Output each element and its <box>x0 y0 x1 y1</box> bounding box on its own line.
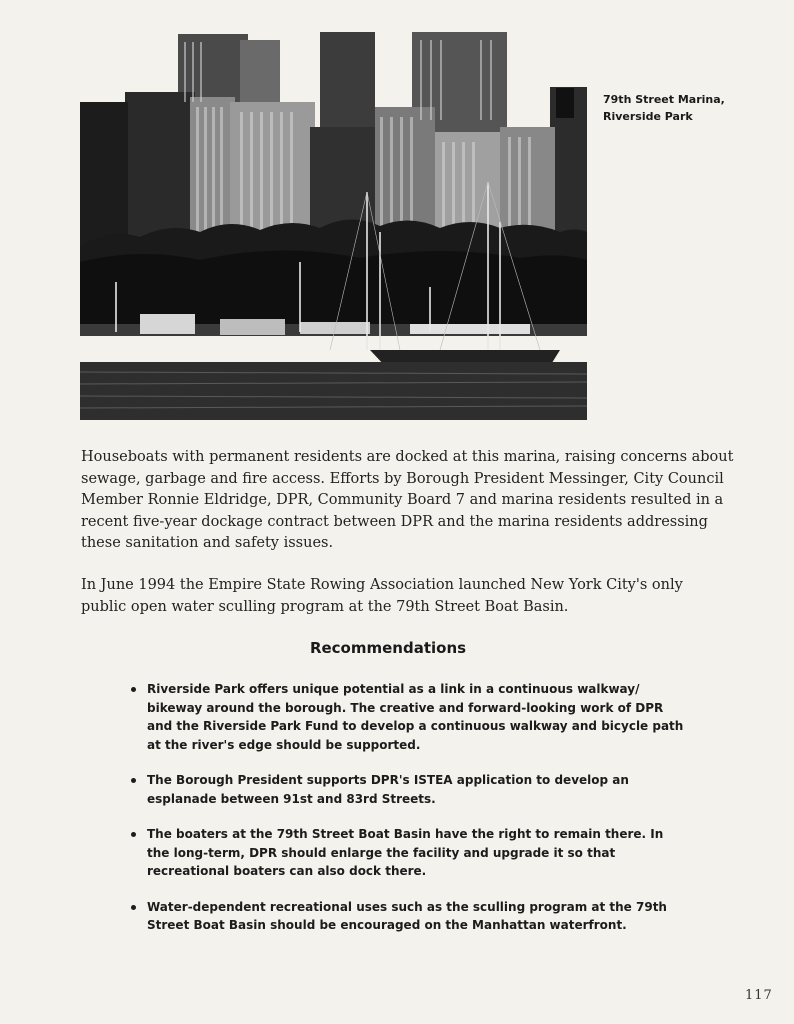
list-item-line: at the river's edge should be supported. <box>147 737 421 752</box>
list-item-line: and the Riverside Park Fund to develop a continuous walkway and bicycle path <box>147 719 684 733</box>
photo-caption <box>603 91 783 125</box>
paragraph-line: these sanitation and safety issues. <box>81 535 334 551</box>
list-item <box>130 771 710 808</box>
paragraph-line: Houseboats with permanent residents are docked at this marina, raising concerns about <box>81 449 734 465</box>
list-item-line: The boaters at the 79th Street Boat Basin have the right to remain there. In <box>147 827 664 841</box>
list-item-line: esplanade between 91st and 83rd Streets. <box>147 791 436 806</box>
paragraph-line: sewage, garbage and fire access. Efforts by Borough President Messinger, City Council <box>81 470 724 487</box>
list-item-line: Water-dependent recreational uses such as the sculling program at the 79th <box>147 899 667 914</box>
paragraph-houseboats <box>81 447 734 555</box>
list-item-line: bikeway around the borough. The creative and forward-looking work of DPR <box>147 700 664 715</box>
recommendations-heading: Recommendations <box>309 639 467 657</box>
list-item-line: The Borough President supports DPR's ISTEA application to develop an <box>147 773 629 787</box>
page-number: 117 <box>745 988 773 1003</box>
caption-line: 79th Street Marina, <box>603 93 725 106</box>
list-item <box>130 680 710 754</box>
bullet-icon <box>131 905 136 910</box>
bullet-icon <box>131 778 136 783</box>
list-item-line: Riverside Park offers unique potential as a link in a continuous walkway/ <box>147 682 640 696</box>
list-item <box>130 898 710 935</box>
list-item-line: recreational boaters can also dock there. <box>147 864 427 878</box>
bullet-icon <box>131 832 136 837</box>
marina-photo <box>80 32 587 420</box>
paragraph-line: In June 1994 the Empire State Rowing Association launched New York City's only <box>81 577 683 593</box>
recommendations-list <box>130 680 710 952</box>
list-item-line: the long-term, DPR should enlarge the facility and upgrade it so that <box>147 845 616 860</box>
bullet-icon <box>131 687 136 692</box>
paragraph-line: Member Ronnie Eldridge, DPR, Community Board 7 and marina residents resulted in a <box>81 492 724 508</box>
paragraph-line: public open water sculling program at the 79th Street Boat Basin. <box>81 598 569 615</box>
list-item-line: Street Boat Basin should be encouraged on the Manhattan waterfront. <box>147 918 627 932</box>
paragraph-line: recent five-year dockage contract between DPR and the marina residents addressing <box>81 513 708 530</box>
marina-photo-illustration <box>80 32 587 420</box>
list-item <box>130 825 710 881</box>
caption-line: Riverside Park <box>603 110 693 123</box>
paragraph-sculling <box>81 575 711 618</box>
